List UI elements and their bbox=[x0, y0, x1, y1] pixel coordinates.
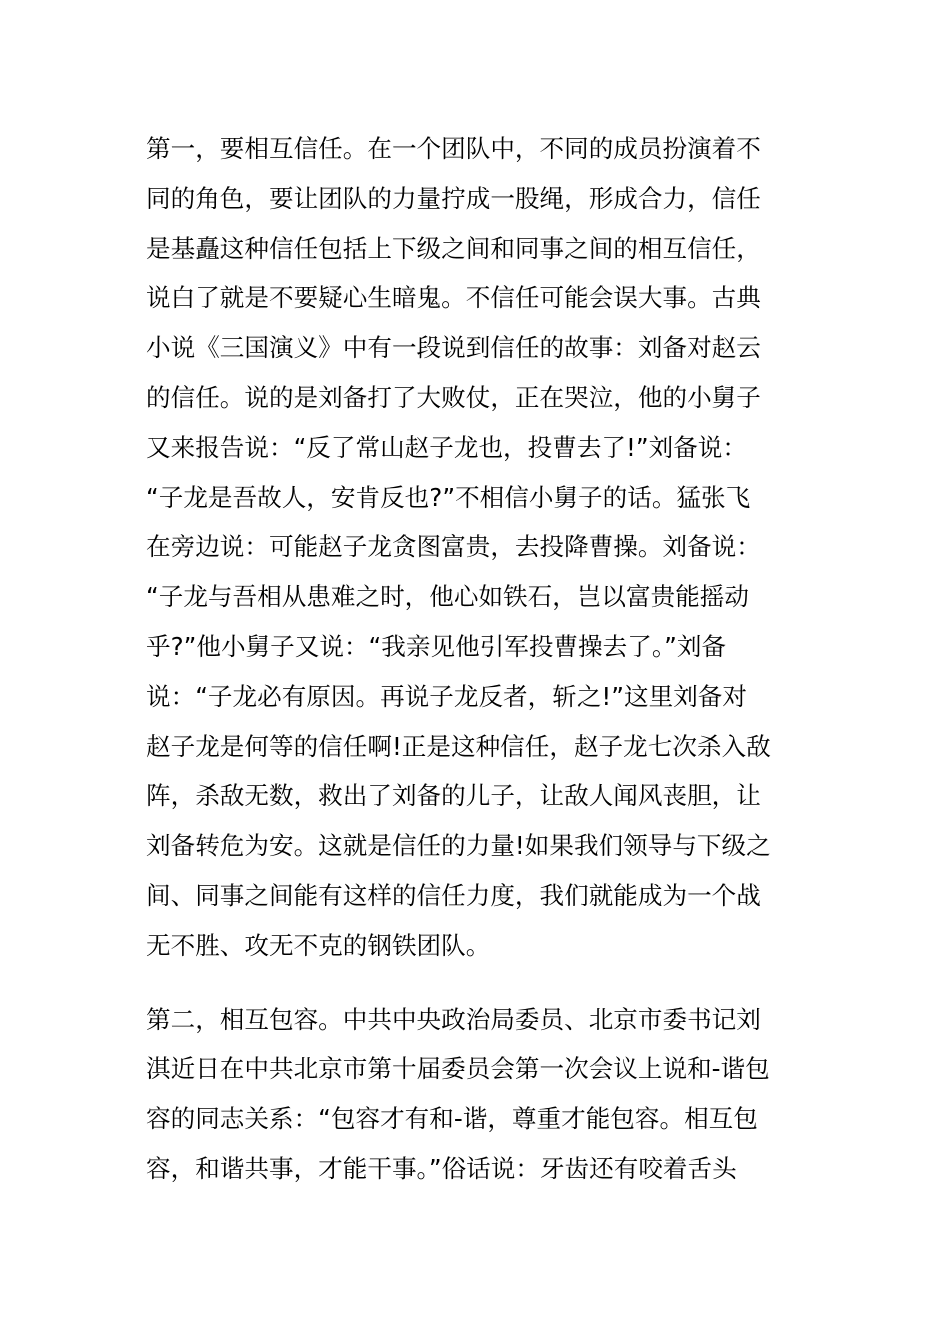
text-line: 阵，杀敌无数，救出了刘备的儿子，让敌人闻风丧胆，让 bbox=[146, 781, 761, 811]
text-line: 又来报告说：“反了常山赵子龙也，投曹去了!”刘备说： bbox=[146, 432, 747, 462]
text-line: 小说《三国演义》中有一段说到信任的故事：刘备对赵云 bbox=[146, 333, 761, 363]
text-line: 乎?”他小舅子又说：“我亲见他引军投曹操去了。”刘备 bbox=[146, 631, 727, 661]
text-line: 第二，相互包容。中共中央政治局委员、北京市委书记刘 bbox=[146, 1004, 761, 1034]
document-body bbox=[146, 124, 806, 1194]
text-line: 同的角色，要让团队的力量拧成一股绳，形成合力，信任 bbox=[146, 183, 761, 213]
text-line: 赵子龙是何等的信任啊!正是这种信任，赵子龙七次杀入敌 bbox=[146, 731, 771, 761]
text-line: 容的同志关系：“包容才有和-谐，尊重才能包容。相互包 bbox=[146, 1104, 758, 1134]
text-line: 第一，要相互信任。在一个团队中，不同的成员扮演着不 bbox=[146, 134, 761, 163]
text-line: 无不胜、攻无不克的钢铁团队。 bbox=[146, 930, 491, 960]
text-line: 间、同事之间能有这样的信任力度，我们就能成为一个战 bbox=[146, 880, 761, 910]
text-line: “子龙是吾故人，安肯反也?”不相信小舅子的话。猛张飞 bbox=[146, 482, 751, 512]
text-line: 的信任。说的是刘备打了大败仗，正在哭泣，他的小舅子 bbox=[146, 382, 761, 412]
text-line: 容，和谐共事，才能干事。”俗话说：牙齿还有咬着舌头 bbox=[146, 1153, 737, 1183]
paragraph-mutual-tolerance bbox=[146, 995, 806, 1194]
paragraph-mutual-trust bbox=[146, 124, 806, 971]
text-line: 刘备转危为安。这就是信任的力量!如果我们领导与下级之 bbox=[146, 831, 771, 861]
text-line: 说白了就是不要疑心生暗鬼。不信任可能会误大事。古典 bbox=[146, 283, 761, 313]
text-line: 说：“子龙必有原因。再说子龙反者，斩之!”这里刘备对 bbox=[146, 681, 747, 711]
text-line: 在旁边说：可能赵子龙贪图富贵，去投降曹操。刘备说： bbox=[146, 532, 761, 562]
text-line: 是基矗这种信任包括上下级之间和同事之间的相互信任， bbox=[146, 233, 761, 263]
text-line: “子龙与吾相从患难之时，他心如铁石，岂以富贵能摇动 bbox=[146, 582, 749, 612]
text-line: 淇近日在中共北京市第十届委员会第一次会议上说和-谐包 bbox=[146, 1054, 770, 1084]
